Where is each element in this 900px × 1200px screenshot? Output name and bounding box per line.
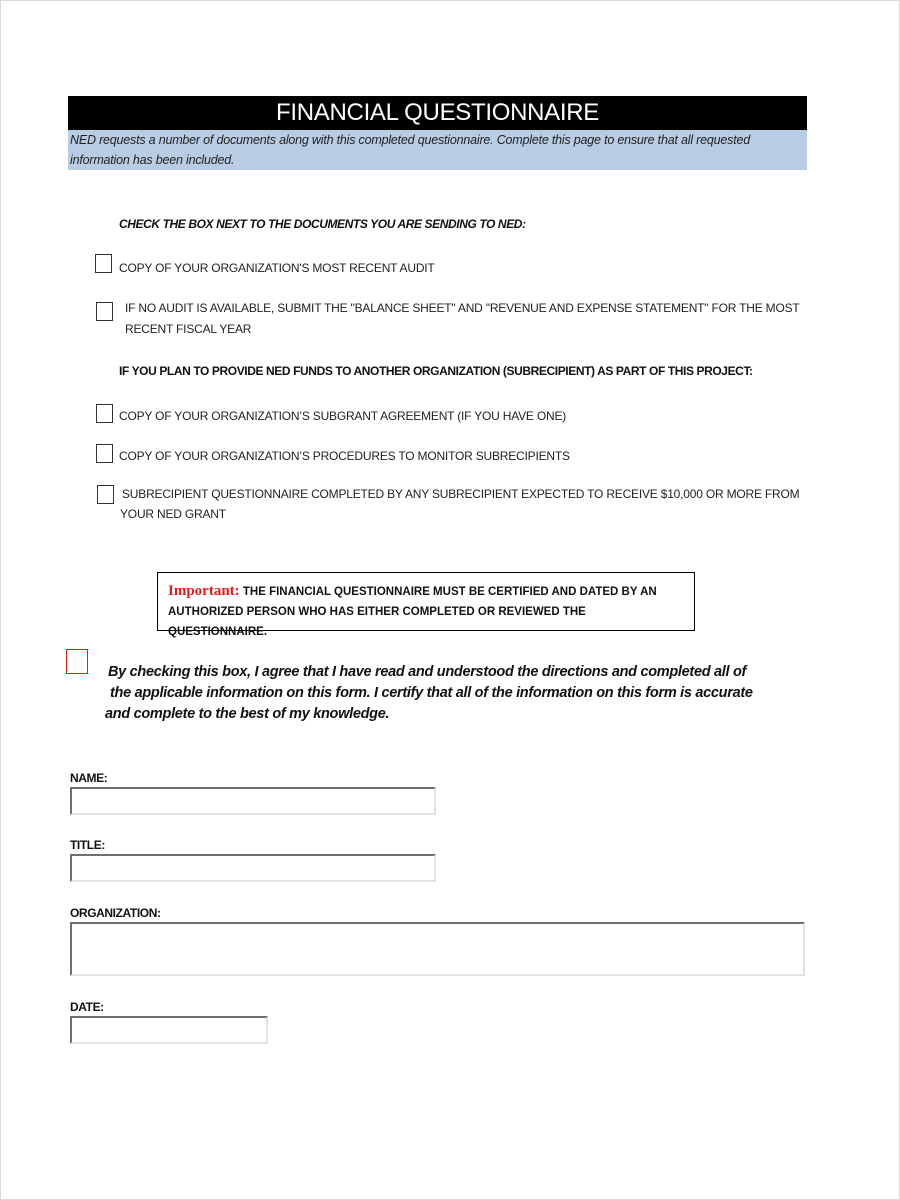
checkbox-balance-sheet[interactable] [96,302,113,321]
important-label: Important: [168,583,240,599]
agreement-line-1: By checking this box, I agree that I have read and understood the directions and completed all of [108,664,747,680]
checkbox-subrecipient-questionnaire[interactable] [97,485,114,504]
checkbox-recent-audit[interactable] [95,254,112,273]
important-notice [157,572,695,638]
item-subrecipient-questionnaire-line2: YOUR NED GRANT [120,507,226,521]
title-label: TITLE: [70,838,105,852]
agreement-text [105,662,785,725]
important-text-1: THE FINANCIAL QUESTIONNAIRE MUST BE CERTIFIED AND DATED BY AN [242,586,657,598]
form-title: FINANCIAL QUESTIONNAIRE [68,96,807,130]
item-recent-audit: COPY OF YOUR ORGANIZATION'S MOST RECENT AUDIT [119,261,435,275]
date-label: DATE: [70,1000,104,1014]
section-heading-documents: CHECK THE BOX NEXT TO THE DOCUMENTS YOU ARE SENDING TO NED: [119,217,526,231]
name-input[interactable] [70,787,436,815]
organization-input[interactable] [70,922,805,976]
item-subrecipient-questionnaire-line1: SUBRECIPIENT QUESTIONNAIRE COMPLETED BY ANY SUBRECIPIENT EXPECTED TO RECEIVE $10,000 OR MORE FROM [122,487,800,501]
date-input[interactable] [70,1016,268,1044]
item-balance-sheet-line2: RECENT FISCAL YEAR [125,322,252,336]
item-monitor-procedures: COPY OF YOUR ORGANIZATION’S PROCEDURES TO MONITOR SUBRECIPIENTS [119,449,570,463]
checkbox-agree-certify[interactable] [66,649,88,674]
name-label: NAME: [70,771,108,785]
section-heading-subrecipient: IF YOU PLAN TO PROVIDE NED FUNDS TO ANOTHER ORGANIZATION (SUBRECIPIENT) AS PART OF THIS PROJECT: [119,364,753,378]
title-input[interactable] [70,854,436,882]
agreement-line-2: the applicable information on this form. I certify that all of the information on this form is accurate [110,685,753,701]
intro-line-2: information has been included. [70,153,235,167]
agreement-line-3: and complete to the best of my knowledge. [105,706,390,722]
intro-text [68,130,807,170]
checkbox-subgrant-agreement[interactable] [96,404,113,423]
intro-line-1: NED requests a number of documents along with this completed questionnaire. Complete this page to ensure that all requested [70,133,750,147]
checkbox-monitor-procedures[interactable] [96,444,113,463]
item-subgrant-agreement: COPY OF YOUR ORGANIZATION’S SUBGRANT AGREEMENT (IF YOU HAVE ONE) [119,409,567,423]
important-line-1 [168,581,684,602]
organization-label: ORGANIZATION: [70,906,161,920]
important-text-2: AUTHORIZED PERSON WHO HAS EITHER COMPLETED OR REVIEWED THE QUESTIONNAIRE. [168,606,586,638]
item-balance-sheet-line1: IF NO AUDIT IS AVAILABLE, SUBMIT THE "BALANCE SHEET" AND "REVENUE AND EXPENSE STATEMENT" FOR THE MOST [125,301,800,315]
